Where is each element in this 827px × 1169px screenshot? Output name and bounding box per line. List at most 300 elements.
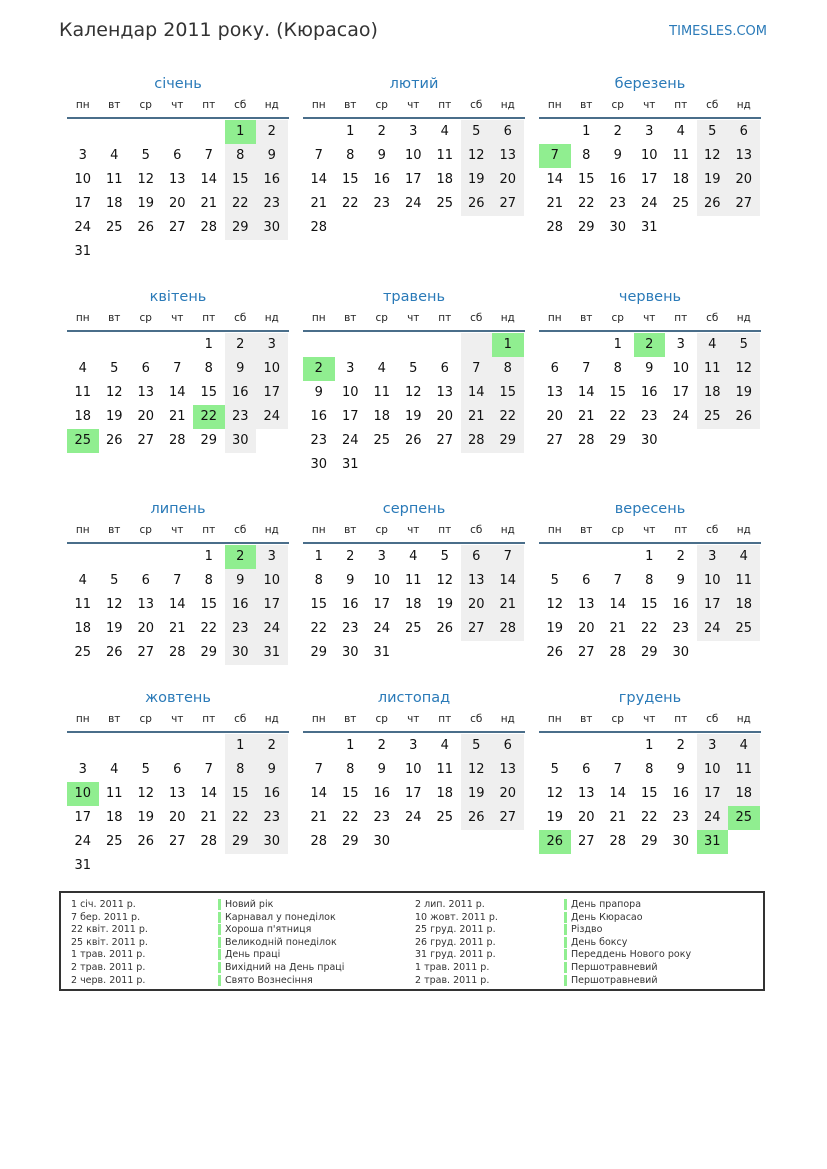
month-name: квітень: [149, 289, 207, 305]
day-cell: 7: [492, 545, 524, 569]
empty-cell: [162, 734, 194, 758]
holiday-day: 2: [225, 545, 257, 569]
day-cell: 20: [577, 621, 595, 636]
day-cell: 23: [256, 192, 288, 216]
holiday-marker-icon: [218, 912, 221, 923]
day-cell: 5: [141, 762, 150, 777]
weekday-header: [303, 709, 525, 733]
day-cell: 9: [676, 762, 685, 777]
day-cell: 17: [341, 409, 359, 424]
day-cell: 25: [728, 617, 760, 641]
weekday-label: пн: [75, 312, 90, 324]
day-cell: 4: [78, 573, 87, 588]
weekday-label: пт: [202, 312, 216, 324]
day-cell: 14: [200, 172, 218, 187]
month-name: липень: [150, 501, 206, 517]
empty-cell: [303, 333, 335, 357]
day-cell: 28: [546, 220, 564, 235]
legend-text: 7 бер. 2011 р.: [71, 911, 141, 923]
empty-cell: [571, 333, 603, 357]
day-cell: 27: [436, 433, 454, 448]
day-cell: 23: [609, 196, 627, 211]
day-cell: 17: [256, 381, 288, 405]
day-cell: 15: [341, 172, 359, 187]
weekday-label: ср: [375, 99, 388, 111]
legend-row: [71, 924, 148, 937]
holiday-day: 25: [728, 806, 760, 830]
day-cell: 3: [346, 361, 355, 376]
empty-cell: [539, 734, 571, 758]
day-cell: 6: [173, 762, 182, 777]
day-grid: [303, 333, 525, 477]
day-cell: 14: [609, 597, 627, 612]
weekday-label: сб: [470, 524, 483, 536]
weekday-label: вт: [108, 312, 121, 324]
day-cell: 26: [697, 192, 729, 216]
day-cell: 30: [256, 830, 288, 854]
weekday-label: вт: [344, 312, 357, 324]
empty-cell: [67, 333, 99, 357]
day-cell: 6: [582, 573, 591, 588]
day-cell: 6: [461, 545, 493, 569]
day-cell: 4: [440, 738, 449, 753]
day-cell: 6: [582, 762, 591, 777]
day-cell: 6: [492, 734, 524, 758]
day-cell: 24: [256, 617, 288, 641]
legend-row: [415, 975, 498, 988]
holiday-day: 31: [697, 830, 729, 854]
day-cell: 5: [409, 361, 418, 376]
holiday-marker-icon: [218, 975, 221, 986]
weekday-label: вт: [108, 99, 121, 111]
day-cell: 21: [546, 196, 564, 211]
day-cell: 9: [225, 357, 257, 381]
day-cell: 11: [697, 357, 729, 381]
day-cell: 22: [225, 806, 257, 830]
day-cell: 20: [492, 168, 524, 192]
day-cell: 4: [110, 148, 119, 163]
day-cell: 26: [436, 621, 454, 636]
month-block: [303, 498, 525, 665]
day-cell: 5: [550, 762, 559, 777]
day-cell: 15: [341, 786, 359, 801]
day-cell: 13: [577, 786, 595, 801]
day-grid: [539, 545, 761, 665]
day-cell: 11: [373, 385, 391, 400]
day-cell: 16: [256, 168, 288, 192]
day-cell: 28: [492, 617, 524, 641]
day-cell: 24: [697, 617, 729, 641]
day-cell: 20: [137, 409, 155, 424]
legend-row: [71, 949, 148, 962]
day-cell: 14: [310, 786, 328, 801]
day-cell: 30: [225, 641, 257, 665]
weekday-label: пт: [674, 524, 688, 536]
month-block: [67, 286, 289, 453]
day-cell: 12: [436, 573, 454, 588]
day-cell: 23: [225, 617, 257, 641]
legend-text: День прапора: [571, 899, 642, 910]
day-cell: 23: [672, 621, 690, 636]
legend-names-1: [218, 899, 344, 987]
legend-text: 2 трав. 2011 р.: [415, 974, 490, 986]
day-cell: 13: [546, 385, 564, 400]
legend-row: [71, 899, 148, 912]
month-name: листопад: [377, 690, 451, 706]
day-cell: 4: [377, 361, 386, 376]
day-cell: 27: [168, 834, 186, 849]
weekday-header: [67, 95, 289, 119]
day-cell: 15: [225, 168, 257, 192]
day-cell: 27: [728, 192, 760, 216]
month-block: [303, 687, 525, 854]
day-cell: 16: [256, 782, 288, 806]
month-name: березень: [614, 76, 686, 92]
day-cell: 29: [609, 433, 627, 448]
day-cell: 25: [105, 220, 123, 235]
day-cell: 4: [728, 734, 760, 758]
day-cell: 9: [377, 148, 386, 163]
day-cell: 10: [697, 569, 729, 593]
legend-text: Першотравневий: [571, 961, 658, 973]
day-cell: 1: [204, 337, 213, 352]
empty-cell: [130, 734, 162, 758]
legend-dates-1: [71, 899, 148, 987]
month-name: грудень: [618, 690, 682, 706]
day-cell: 21: [492, 593, 524, 617]
empty-cell: [193, 120, 225, 144]
day-cell: 24: [404, 810, 422, 825]
legend-text: Переддень Нового року: [571, 949, 692, 961]
weekday-label: вт: [344, 99, 357, 111]
day-cell: 25: [672, 196, 690, 211]
day-cell: 28: [168, 433, 186, 448]
day-cell: 4: [78, 361, 87, 376]
holiday-marker-icon: [218, 949, 221, 960]
holiday-marker-icon: [218, 899, 221, 910]
day-cell: 7: [314, 762, 323, 777]
day-cell: 21: [168, 409, 186, 424]
holiday-marker-icon: [218, 962, 221, 973]
day-cell: 5: [110, 573, 119, 588]
day-cell: 31: [256, 641, 288, 665]
empty-cell: [398, 333, 430, 357]
empty-cell: [99, 120, 131, 144]
weekday-label: нд: [264, 99, 279, 111]
day-cell: 10: [697, 758, 729, 782]
day-cell: 22: [341, 810, 359, 825]
day-cell: 9: [256, 144, 288, 168]
day-cell: 1: [346, 738, 355, 753]
day-cell: 8: [204, 361, 213, 376]
day-cell: 12: [404, 385, 422, 400]
day-cell: 2: [225, 333, 257, 357]
day-cell: 31: [640, 220, 658, 235]
day-cell: 7: [613, 573, 622, 588]
day-grid: [303, 545, 525, 665]
day-grid: [67, 333, 289, 453]
day-cell: 27: [492, 806, 524, 830]
day-cell: 13: [137, 385, 155, 400]
day-cell: 8: [204, 573, 213, 588]
day-cell: 28: [310, 834, 328, 849]
day-cell: 30: [310, 457, 328, 472]
weekday-label: сб: [234, 524, 247, 536]
day-cell: 17: [74, 196, 92, 211]
day-cell: 12: [546, 786, 564, 801]
day-cell: 8: [613, 361, 622, 376]
legend-row: [415, 924, 498, 937]
day-cell: 23: [373, 810, 391, 825]
day-cell: 5: [141, 148, 150, 163]
day-cell: 18: [728, 782, 760, 806]
day-cell: 21: [168, 621, 186, 636]
day-grid: [303, 734, 525, 854]
weekday-label: пт: [438, 524, 452, 536]
day-cell: 5: [728, 333, 760, 357]
day-cell: 24: [256, 405, 288, 429]
day-cell: 15: [310, 597, 328, 612]
day-cell: 14: [168, 597, 186, 612]
day-cell: 25: [105, 834, 123, 849]
day-cell: 27: [168, 220, 186, 235]
day-cell: 30: [640, 433, 658, 448]
weekday-label: чт: [171, 524, 184, 536]
day-cell: 16: [225, 381, 257, 405]
weekday-label: ср: [139, 524, 152, 536]
day-cell: 25: [404, 621, 422, 636]
empty-cell: [162, 333, 194, 357]
legend-text: Різдво: [571, 924, 603, 936]
day-grid: [67, 545, 289, 665]
day-cell: 13: [577, 597, 595, 612]
empty-cell: [67, 734, 99, 758]
weekday-label: ср: [375, 713, 388, 725]
day-cell: 9: [256, 758, 288, 782]
empty-cell: [366, 333, 398, 357]
day-cell: 24: [697, 806, 729, 830]
day-grid: [539, 120, 761, 240]
weekday-label: чт: [407, 99, 420, 111]
day-cell: 16: [310, 409, 328, 424]
day-cell: 19: [461, 168, 493, 192]
empty-cell: [67, 545, 99, 569]
day-cell: 5: [461, 120, 493, 144]
holiday-day: 22: [193, 405, 225, 429]
weekday-label: пн: [547, 713, 562, 725]
weekday-label: ср: [375, 312, 388, 324]
day-cell: 14: [310, 172, 328, 187]
day-cell: 1: [346, 124, 355, 139]
day-cell: 18: [404, 597, 422, 612]
weekday-label: нд: [500, 713, 515, 725]
legend-dates-2: [415, 899, 498, 987]
day-cell: 15: [640, 597, 658, 612]
legend-row: [218, 924, 344, 937]
day-cell: 18: [728, 593, 760, 617]
weekday-label: ср: [611, 713, 624, 725]
day-cell: 12: [728, 357, 760, 381]
day-cell: 22: [310, 621, 328, 636]
weekday-label: нд: [500, 524, 515, 536]
day-cell: 11: [74, 597, 92, 612]
weekday-label: пт: [438, 713, 452, 725]
page-title: Календар 2011 року. (Кюрасао): [59, 19, 378, 41]
site-link[interactable]: TIMESLES.COM: [669, 24, 767, 39]
empty-cell: [303, 734, 335, 758]
day-cell: 5: [110, 361, 119, 376]
day-cell: 31: [373, 645, 391, 660]
day-cell: 19: [105, 409, 123, 424]
day-cell: 26: [137, 834, 155, 849]
weekday-label: нд: [500, 99, 515, 111]
day-cell: 11: [105, 786, 123, 801]
day-cell: 11: [672, 148, 690, 163]
day-cell: 28: [461, 429, 493, 453]
day-cell: 25: [74, 645, 92, 660]
day-cell: 15: [200, 597, 218, 612]
day-cell: 29: [200, 645, 218, 660]
weekday-label: сб: [706, 524, 719, 536]
weekday-label: вт: [580, 312, 593, 324]
weekday-label: сб: [706, 312, 719, 324]
day-cell: 21: [310, 196, 328, 211]
day-cell: 4: [728, 545, 760, 569]
legend-text: 22 квіт. 2011 р.: [71, 924, 148, 936]
day-cell: 9: [645, 361, 654, 376]
weekday-label: пн: [547, 99, 562, 111]
day-cell: 26: [461, 192, 493, 216]
weekday-label: чт: [171, 312, 184, 324]
holiday-day: 1: [492, 333, 524, 357]
day-cell: 27: [577, 645, 595, 660]
day-cell: 2: [346, 549, 355, 564]
day-cell: 20: [461, 593, 493, 617]
legend-text: 2 черв. 2011 р.: [71, 974, 146, 986]
empty-cell: [461, 333, 493, 357]
empty-cell: [130, 545, 162, 569]
weekday-label: чт: [643, 312, 656, 324]
month-block: [539, 687, 761, 854]
holiday-marker-icon: [564, 899, 567, 910]
day-cell: 1: [314, 549, 323, 564]
weekday-label: пн: [547, 312, 562, 324]
day-cell: 17: [697, 782, 729, 806]
weekday-header: [539, 308, 761, 332]
day-cell: 17: [404, 786, 422, 801]
day-cell: 24: [640, 196, 658, 211]
day-cell: 30: [672, 645, 690, 660]
day-cell: 25: [697, 405, 729, 429]
day-cell: 16: [225, 593, 257, 617]
day-cell: 25: [373, 433, 391, 448]
day-cell: 23: [341, 621, 359, 636]
holiday-day: 7: [539, 144, 571, 168]
day-cell: 19: [404, 409, 422, 424]
holiday-marker-icon: [564, 937, 567, 948]
empty-cell: [130, 120, 162, 144]
holiday-marker-icon: [564, 924, 567, 935]
weekday-label: пн: [75, 524, 90, 536]
day-cell: 12: [546, 597, 564, 612]
day-cell: 20: [436, 409, 454, 424]
day-cell: 1: [225, 734, 257, 758]
day-cell: 10: [74, 172, 92, 187]
day-cell: 24: [74, 834, 92, 849]
legend-text: 1 трав. 2011 р.: [71, 949, 146, 961]
holiday-day: 1: [225, 120, 257, 144]
day-cell: 15: [609, 385, 627, 400]
day-cell: 2: [613, 124, 622, 139]
weekday-label: ср: [611, 99, 624, 111]
holiday-marker-icon: [564, 975, 567, 986]
empty-cell: [162, 120, 194, 144]
holiday-day: 2: [303, 357, 335, 381]
day-cell: 10: [341, 385, 359, 400]
day-cell: 23: [672, 810, 690, 825]
weekday-label: ср: [611, 524, 624, 536]
weekday-label: сб: [470, 312, 483, 324]
day-cell: 30: [341, 645, 359, 660]
empty-cell: [99, 734, 131, 758]
day-cell: 29: [225, 216, 257, 240]
day-cell: 3: [697, 734, 729, 758]
day-cell: 7: [204, 762, 213, 777]
day-cell: 21: [310, 810, 328, 825]
day-cell: 15: [200, 385, 218, 400]
weekday-label: чт: [407, 713, 420, 725]
day-cell: 16: [640, 385, 658, 400]
day-cell: 26: [461, 806, 493, 830]
weekday-header: [303, 308, 525, 332]
day-grid: [539, 333, 761, 453]
weekday-label: пт: [202, 99, 216, 111]
day-cell: 7: [204, 148, 213, 163]
day-cell: 19: [546, 810, 564, 825]
holiday-day: 26: [539, 830, 571, 854]
day-cell: 9: [377, 762, 386, 777]
day-cell: 8: [492, 357, 524, 381]
day-cell: 3: [409, 124, 418, 139]
day-cell: 7: [461, 357, 493, 381]
day-cell: 17: [697, 593, 729, 617]
day-cell: 11: [105, 172, 123, 187]
legend-text: Першотравневий: [571, 974, 658, 986]
day-cell: 10: [373, 573, 391, 588]
weekday-label: вт: [344, 713, 357, 725]
legend-text: Хороша п'ятниця: [225, 924, 312, 936]
day-cell: 1: [645, 738, 654, 753]
day-cell: 10: [404, 148, 422, 163]
legend-row: [218, 912, 344, 925]
day-cell: 16: [373, 786, 391, 801]
day-cell: 8: [346, 148, 355, 163]
empty-cell: [539, 333, 571, 357]
day-cell: 18: [105, 196, 123, 211]
day-cell: 5: [440, 549, 449, 564]
legend-text: 2 трав. 2011 р.: [71, 961, 146, 973]
legend-text: День Кюрасао: [571, 911, 643, 923]
day-cell: 28: [310, 220, 328, 235]
day-cell: 27: [137, 433, 155, 448]
day-cell: 20: [168, 810, 186, 825]
month-block: [67, 498, 289, 665]
day-cell: 19: [137, 196, 155, 211]
day-cell: 8: [582, 148, 591, 163]
day-cell: 4: [110, 762, 119, 777]
legend-text: 26 груд. 2011 р.: [415, 936, 496, 948]
day-cell: 1: [613, 337, 622, 352]
